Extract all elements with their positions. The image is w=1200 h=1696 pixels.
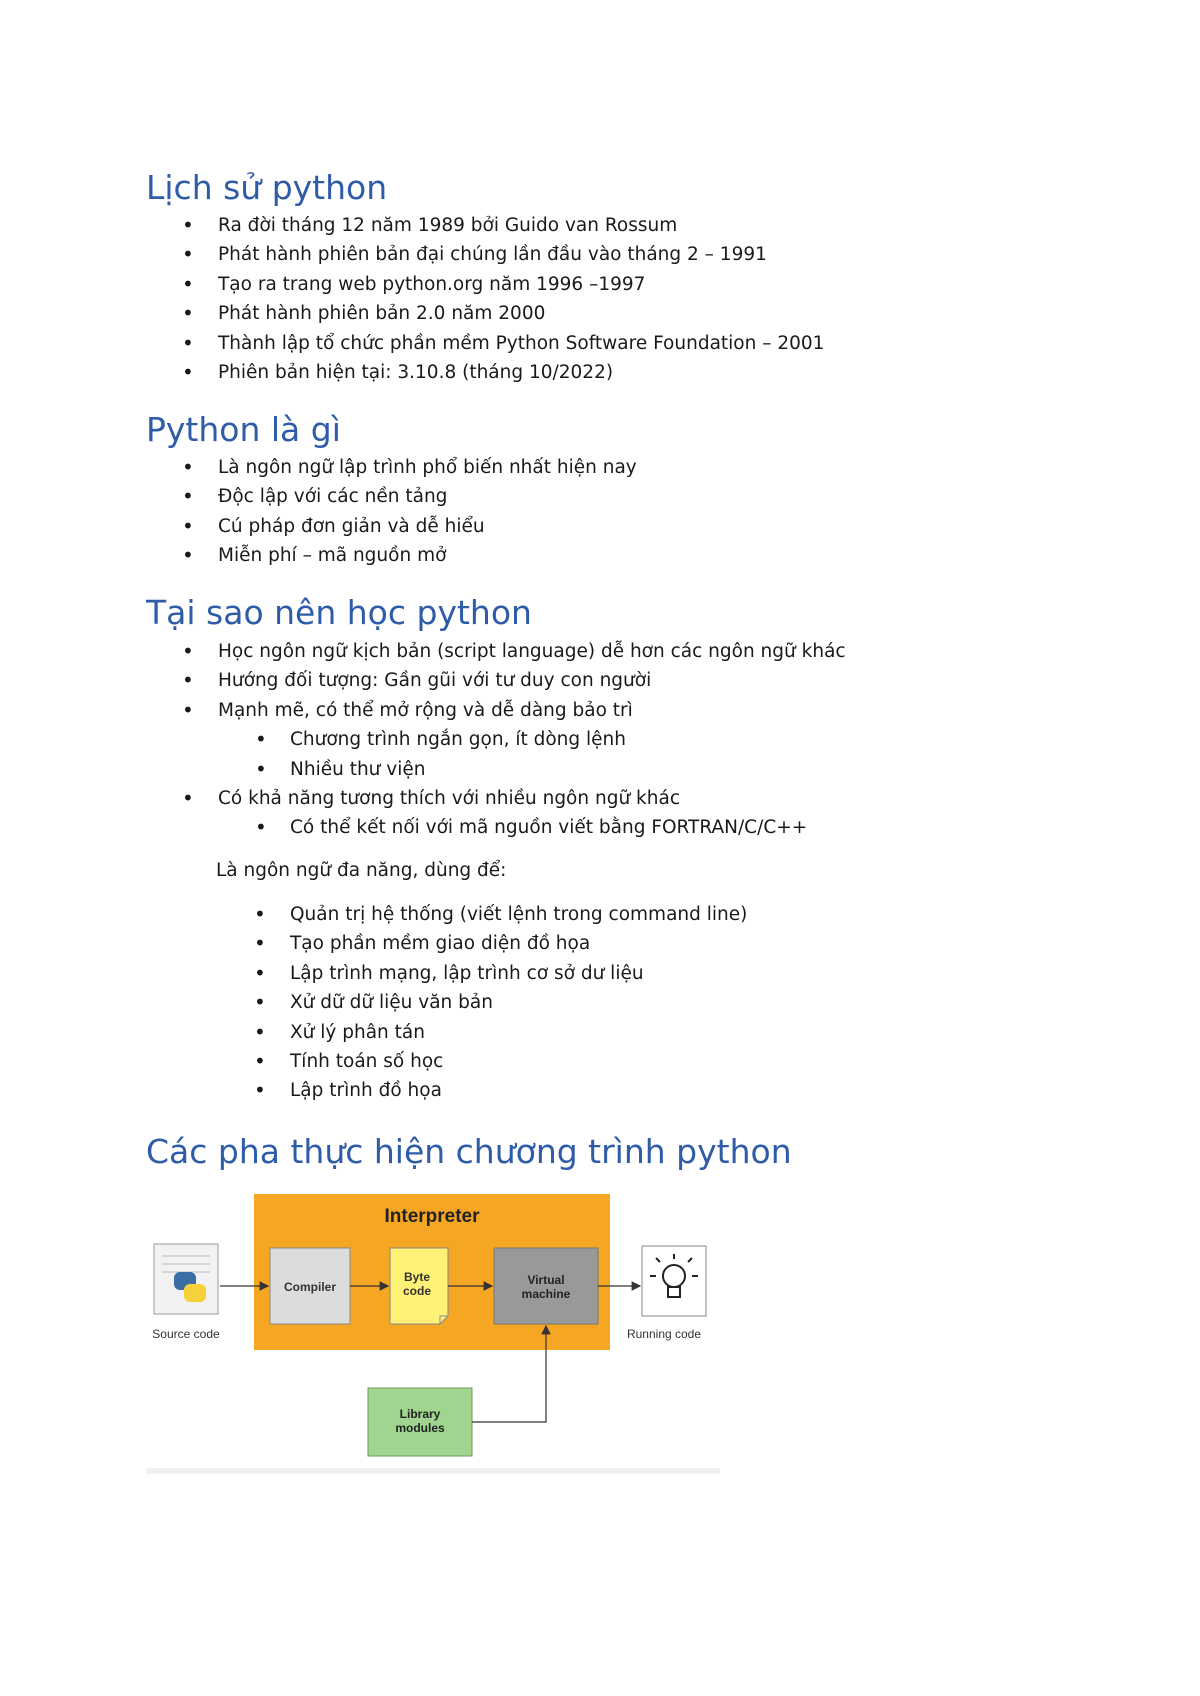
library-label-1: Library — [399, 1407, 441, 1421]
list-item — [218, 784, 846, 843]
bytecode-label-2: code — [402, 1284, 432, 1298]
list-item: • Là ngôn ngữ lập trình phổ biến nhất hiện nay — [218, 453, 637, 482]
list-item: • Học ngôn ngữ kịch bản (script language) dễ hơn các ngôn ngữ khác — [218, 637, 846, 666]
list-item-text: Có khả năng tương thích với nhiều ngôn ngữ khác — [218, 788, 681, 810]
bytecode-label-1: Byte — [403, 1270, 431, 1284]
running-code-label: Running code — [626, 1327, 702, 1341]
list-item: • Phiên bản hiện tại: 3.10.8 (tháng 10/2022) — [218, 358, 824, 387]
list-item: • Xử dữ dữ liệu văn bản — [290, 988, 747, 1017]
list-item-text: Mạnh mẽ, có thể mở rộng và dễ dàng bảo trì — [218, 699, 633, 721]
why-list — [218, 637, 846, 843]
heading-what-is-python: Python là gì — [146, 410, 341, 449]
what-is-list — [218, 453, 637, 571]
compiler-label: Compiler — [283, 1280, 337, 1294]
list-item: • Xử lý phân tán — [290, 1018, 747, 1047]
list-item: • Lập trình đồ họa — [290, 1076, 747, 1105]
list-item: • Miễn phí – mã nguồn mở — [218, 541, 637, 570]
light-bulb-icon — [642, 1246, 706, 1316]
list-item: • Quản trị hệ thống (viết lệnh trong command line) — [290, 900, 747, 929]
list-item — [218, 696, 846, 784]
list-item: • Lập trình mạng, lập trình cơ sở dư liệu — [290, 959, 747, 988]
interpreter-diagram — [146, 1180, 726, 1460]
list-item: • Tạo ra trang web python.org năm 1996 –1997 — [218, 270, 824, 299]
list-item: • Độc lập với các nền tảng — [218, 482, 637, 511]
vm-label-2: machine — [521, 1287, 571, 1301]
uses-list — [290, 900, 747, 1106]
list-item: • Tạo phần mềm giao diện đồ họa — [290, 929, 747, 958]
heading-execution-phases: Các pha thực hiện chương trình python — [146, 1132, 792, 1171]
source-code-label: Source code — [152, 1327, 220, 1341]
list-item: • Cú pháp đơn giản và dễ hiểu — [218, 512, 637, 541]
list-item: • Thành lập tổ chức phần mềm Python Software Foundation – 2001 — [218, 329, 824, 358]
list-item: • Tính toán số học — [290, 1047, 747, 1076]
sublist-item: • Chương trình ngắn gọn, ít dòng lệnh — [290, 725, 918, 754]
image-bottom-rule — [146, 1468, 720, 1474]
uses-intro-paragraph: Là ngôn ngữ đa năng, dùng để: — [216, 860, 507, 881]
history-list — [218, 211, 824, 387]
interpreter-label: Interpreter — [384, 1206, 480, 1227]
library-label-2: modules — [395, 1421, 445, 1435]
sublist — [290, 813, 918, 842]
heading-why-learn-python: Tại sao nên học python — [146, 593, 532, 632]
list-item: • Hướng đối tượng: Gần gũi với tư duy con người — [218, 666, 846, 695]
source-code-icon — [154, 1244, 218, 1314]
list-item: • Phát hành phiên bản 2.0 năm 2000 — [218, 299, 824, 328]
list-item: • Ra đời tháng 12 năm 1989 bởi Guido van Rossum — [218, 211, 824, 240]
heading-python-history: Lịch sử python — [146, 168, 388, 207]
sublist-item: • Nhiều thư viện — [290, 755, 918, 784]
vm-label-1: Virtual — [527, 1273, 565, 1287]
list-item: • Phát hành phiên bản đại chúng lần đầu vào tháng 2 – 1991 — [218, 240, 824, 269]
sublist — [290, 725, 918, 784]
sublist-item: • Có thể kết nối với mã nguồn viết bằng FORTRAN/C/C++ — [290, 813, 918, 842]
